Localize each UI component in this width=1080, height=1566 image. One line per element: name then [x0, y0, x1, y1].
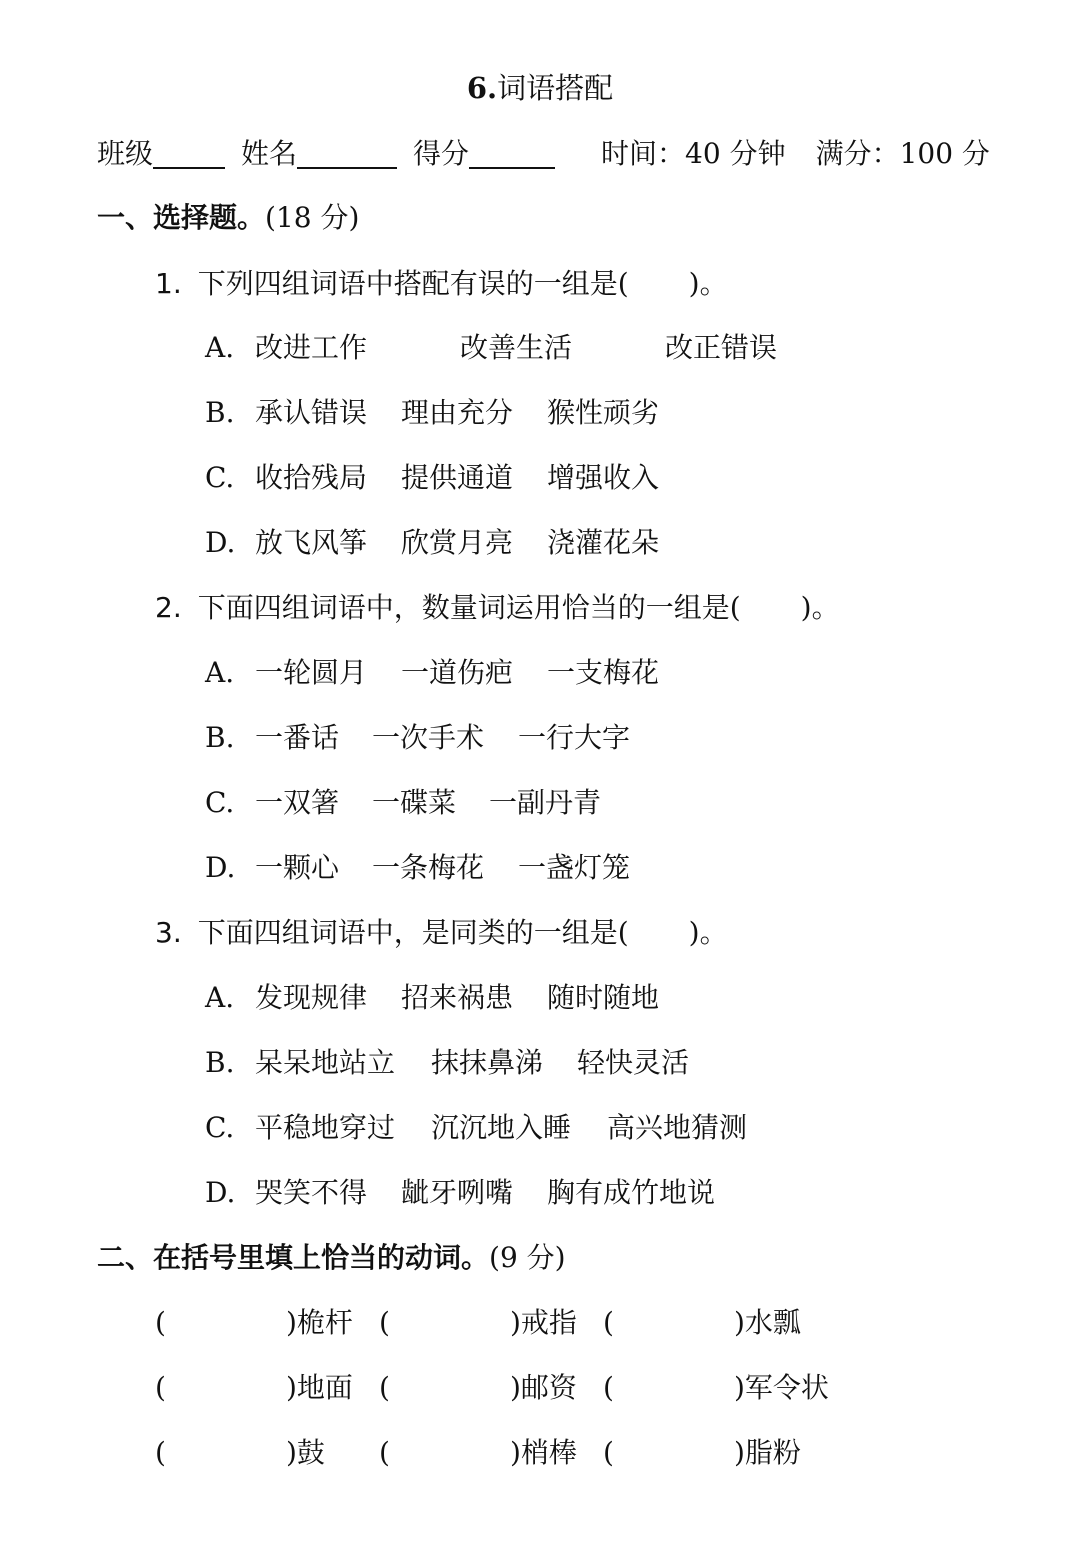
fill-word: 梢棒 — [520, 1436, 577, 1469]
close-paren: ) — [733, 1371, 745, 1404]
option-word: 承认错误 — [255, 396, 368, 429]
close-paren: ) — [509, 1306, 521, 1339]
time-label: 时间：40 分钟 — [601, 137, 786, 170]
fill-word: 鼓 — [296, 1436, 325, 1469]
info-header — [97, 134, 990, 174]
option-word: 一行大字 — [518, 721, 631, 754]
open-paren: ( — [155, 1306, 166, 1339]
open-paren: ( — [379, 1371, 390, 1404]
page-title — [0, 68, 1080, 108]
option-word: 轻快灵活 — [577, 1046, 690, 1079]
option-word: 一条梅花 — [372, 851, 485, 884]
option-letter: A. — [205, 656, 235, 689]
option-word: 收拾残局 — [255, 461, 368, 494]
question-close: )。 — [688, 916, 728, 949]
section-1-points: (18 分) — [265, 201, 360, 234]
question-close: )。 — [800, 591, 840, 624]
open-paren: ( — [155, 1371, 166, 1404]
option-word: 发现规律 — [255, 981, 368, 1014]
open-paren: ( — [603, 1371, 614, 1404]
fill-word: 戒指 — [520, 1306, 577, 1339]
option-word: 改正错误 — [665, 331, 778, 364]
option-word: 一副丹青 — [489, 786, 602, 819]
option-word: 随时随地 — [547, 981, 660, 1014]
option-word: 一道伤疤 — [401, 656, 514, 689]
option-word: 一支梅花 — [547, 656, 660, 689]
fill-item — [155, 1433, 379, 1473]
option-word: 欣赏月亮 — [401, 526, 514, 559]
close-paren: ) — [733, 1306, 745, 1339]
open-paren: ( — [155, 1436, 166, 1469]
fill-word: 水瓢 — [744, 1306, 801, 1339]
option-word: 浇灌花朵 — [547, 526, 660, 559]
option-word: 呆呆地站立 — [255, 1046, 396, 1079]
score-blank[interactable] — [469, 137, 555, 169]
option-row — [205, 328, 777, 368]
fill-row — [155, 1303, 827, 1343]
option-row — [205, 393, 659, 433]
close-paren: ) — [285, 1371, 297, 1404]
close-paren: ) — [509, 1371, 521, 1404]
option-word: 一轮圆月 — [255, 656, 368, 689]
question-number: 2. — [155, 591, 182, 624]
option-word: 一碟菜 — [372, 786, 457, 819]
fill-item — [379, 1303, 603, 1343]
option-row — [205, 718, 630, 758]
option-word: 沉沉地入睡 — [431, 1111, 572, 1144]
option-letter: C. — [205, 461, 235, 494]
option-word: 放飞风筝 — [255, 526, 368, 559]
option-word: 哭笑不得 — [255, 1176, 368, 1209]
option-word: 提供通道 — [401, 461, 514, 494]
question-stem: 下列四组词语中搭配有误的一组是( — [197, 267, 629, 300]
option-row — [205, 1108, 747, 1148]
option-word: 一番话 — [255, 721, 340, 754]
question-stem: 下面四组词语中，是同类的一组是( — [197, 916, 629, 949]
option-word: 改进工作 — [255, 331, 368, 364]
close-paren: ) — [285, 1436, 297, 1469]
option-word: 抹抹鼻涕 — [431, 1046, 544, 1079]
option-letter: D. — [205, 526, 236, 559]
option-word: 招来祸患 — [401, 981, 514, 1014]
fill-item — [155, 1303, 379, 1343]
option-word: 平稳地穿过 — [255, 1111, 396, 1144]
option-letter: D. — [205, 1176, 236, 1209]
fill-row — [155, 1368, 827, 1408]
open-paren: ( — [379, 1436, 390, 1469]
fill-item — [379, 1368, 603, 1408]
option-word: 增强收入 — [547, 461, 660, 494]
question-number: 1. — [155, 267, 182, 300]
fill-word: 脂粉 — [744, 1436, 801, 1469]
option-row — [205, 1043, 689, 1083]
full-score-label: 满分：100 分 — [815, 137, 990, 170]
question-close: )。 — [688, 267, 728, 300]
open-paren: ( — [603, 1306, 614, 1339]
option-row — [205, 458, 659, 498]
question-1 — [155, 264, 728, 304]
option-row — [205, 523, 659, 563]
option-letter: C. — [205, 1111, 235, 1144]
option-row — [205, 848, 630, 888]
name-label: 姓名 — [241, 137, 298, 170]
option-letter: B. — [205, 1046, 235, 1079]
fill-item — [379, 1433, 603, 1473]
option-letter: B. — [205, 396, 235, 429]
fill-word: 邮资 — [520, 1371, 577, 1404]
option-row — [205, 1173, 715, 1213]
open-paren: ( — [603, 1436, 614, 1469]
option-letter: A. — [205, 981, 235, 1014]
option-row — [205, 978, 659, 1018]
fill-item — [603, 1303, 827, 1343]
class-blank[interactable] — [153, 137, 225, 169]
option-word: 一盏灯笼 — [518, 851, 631, 884]
fill-item — [155, 1368, 379, 1408]
option-word: 理由充分 — [401, 396, 514, 429]
question-number: 3. — [155, 916, 182, 949]
option-word: 一颗心 — [255, 851, 340, 884]
option-word: 龇牙咧嘴 — [401, 1176, 514, 1209]
fill-word: 地面 — [296, 1371, 353, 1404]
option-row — [205, 783, 601, 823]
option-word: 胸有成竹地说 — [547, 1176, 716, 1209]
close-paren: ) — [285, 1306, 297, 1339]
option-letter: A. — [205, 331, 235, 364]
section-2-points: (9 分) — [489, 1241, 566, 1274]
fill-item — [603, 1368, 827, 1408]
close-paren: ) — [509, 1436, 521, 1469]
fill-item — [603, 1433, 827, 1473]
option-word: 改善生活 — [460, 331, 573, 364]
option-word: 一双箸 — [255, 786, 340, 819]
section-2-title — [97, 1238, 566, 1278]
option-word: 一次手术 — [372, 721, 485, 754]
open-paren: ( — [379, 1306, 390, 1339]
fill-word: 军令状 — [744, 1371, 829, 1404]
option-row — [205, 653, 659, 693]
question-3 — [155, 913, 728, 953]
name-blank[interactable] — [297, 137, 397, 169]
close-paren: ) — [733, 1436, 745, 1469]
fill-word: 桅杆 — [296, 1306, 353, 1339]
option-letter: C. — [205, 786, 235, 819]
option-word: 高兴地猜测 — [607, 1111, 748, 1144]
section-1-heading: 一、选择题。 — [97, 201, 266, 234]
section-2-heading: 二、在括号里填上恰当的动词。 — [97, 1241, 490, 1274]
section-1-title — [97, 198, 359, 238]
question-stem: 下面四组词语中，数量词运用恰当的一组是( — [197, 591, 741, 624]
option-letter: D. — [205, 851, 236, 884]
title-number: 6. — [466, 71, 498, 105]
score-label: 得分 — [413, 137, 470, 170]
question-2 — [155, 588, 840, 628]
title-text: 词语搭配 — [497, 71, 614, 105]
option-word: 猴性顽劣 — [547, 396, 660, 429]
fill-row — [155, 1433, 827, 1473]
option-letter: B. — [205, 721, 235, 754]
class-label: 班级 — [97, 137, 154, 170]
